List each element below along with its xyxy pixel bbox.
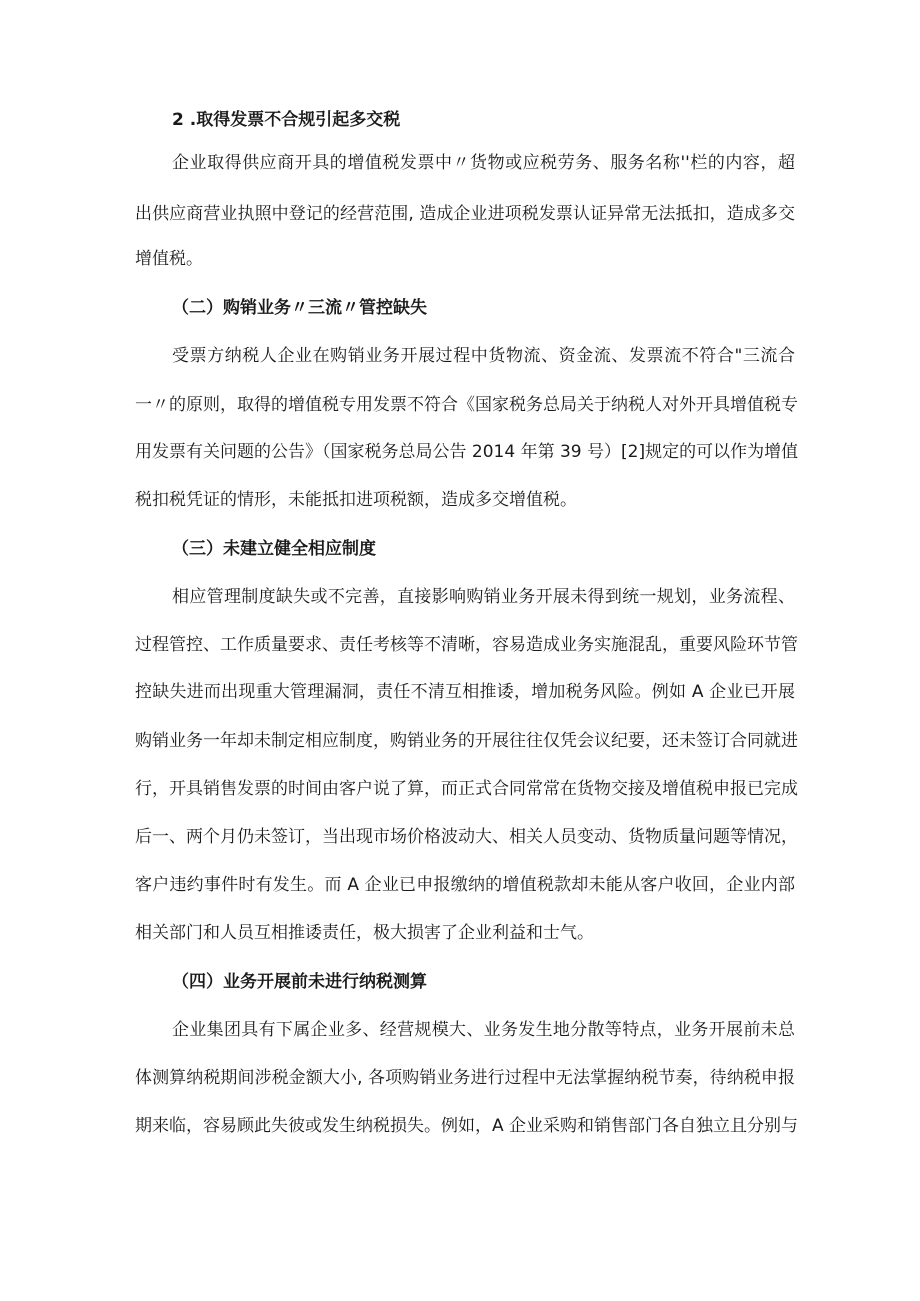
paragraph-line: 控缺失进而出现重大管理漏洞，责任不清互相推诿，增加税务风险。例如 A 企业已开展	[135, 682, 795, 702]
paragraph-line: 后一、两个月仍未签订，当出现市场价格波动大、相关人员变动、货物质量问题等情况，	[135, 827, 798, 847]
paragraph-line: 客户违约事件时有发生。而 A 企业已申报缴纳的增值税款却未能从客户收回，企业内部	[135, 875, 795, 895]
paragraph-line: 受票方纳税人企业在购销业务开展过程中货物流、资金流、发票流不符合"三流合	[172, 346, 795, 366]
section-heading-er: （二）购销业务〃三流〃管控缺失	[172, 298, 427, 318]
paragraph-line: 税扣税凭证的情形，未能抵扣进项税额，造成多交增值税。	[135, 490, 577, 510]
paragraph-line: 体测算纳税期间涉税金额大小, 各项购销业务进行过程中无法掌握纳税节奏，待纳税申报	[135, 1068, 795, 1088]
section-heading-san: （三）未建立健全相应制度	[172, 539, 376, 559]
paragraph-line: 用发票有关问题的公告》（国家税务总局公告 2014 年第 39 号）[2]规定的可以作为增值	[135, 442, 799, 462]
paragraph-line: 企业取得供应商开具的增值税发票中〃货物或应税劳务、服务名称''栏的内容，超	[172, 153, 795, 173]
paragraph-line: 出供应商营业执照中登记的经营范围, 造成企业进项税发票认证异常无法抵扣，造成多交	[135, 204, 795, 224]
paragraph-line: 购销业务一年却未制定相应制度，购销业务的开展往往仅凭会议纪要，还未签订合同就进	[135, 731, 798, 751]
paragraph-line: 相关部门和人员互相推诿责任，极大损害了企业利益和士气。	[135, 923, 594, 943]
paragraph-line: 过程管控、工作质量要求、责任考核等不清晰，容易造成业务实施混乱，重要风险环节管	[135, 635, 798, 655]
paragraph-line: 一〃的原则，取得的增值税专用发票不符合《国家税务总局关于纳税人对外开具增值税专	[135, 395, 798, 415]
section-heading-si: （四）业务开展前未进行纳税测算	[172, 972, 427, 992]
paragraph-line: 相应管理制度缺失或不完善，直接影响购销业务开展未得到统一规划，业务流程、	[172, 587, 795, 607]
paragraph-line: 增值税。	[135, 249, 203, 269]
paragraph-line: 企业集团具有下属企业多、经营规模大、业务发生地分散等特点，业务开展前未总	[172, 1020, 795, 1040]
paragraph-line: 期来临，容易顾此失彼或发生纳税损失。例如，A 企业采购和销售部门各自独立且分别与	[135, 1116, 799, 1136]
paragraph-line: 行，开具销售发票的时间由客户说了算，而正式合同常常在货物交接及增值税申报已完成	[135, 779, 798, 799]
section-heading-2: 2 .取得发票不合规引起多交税	[172, 110, 401, 130]
